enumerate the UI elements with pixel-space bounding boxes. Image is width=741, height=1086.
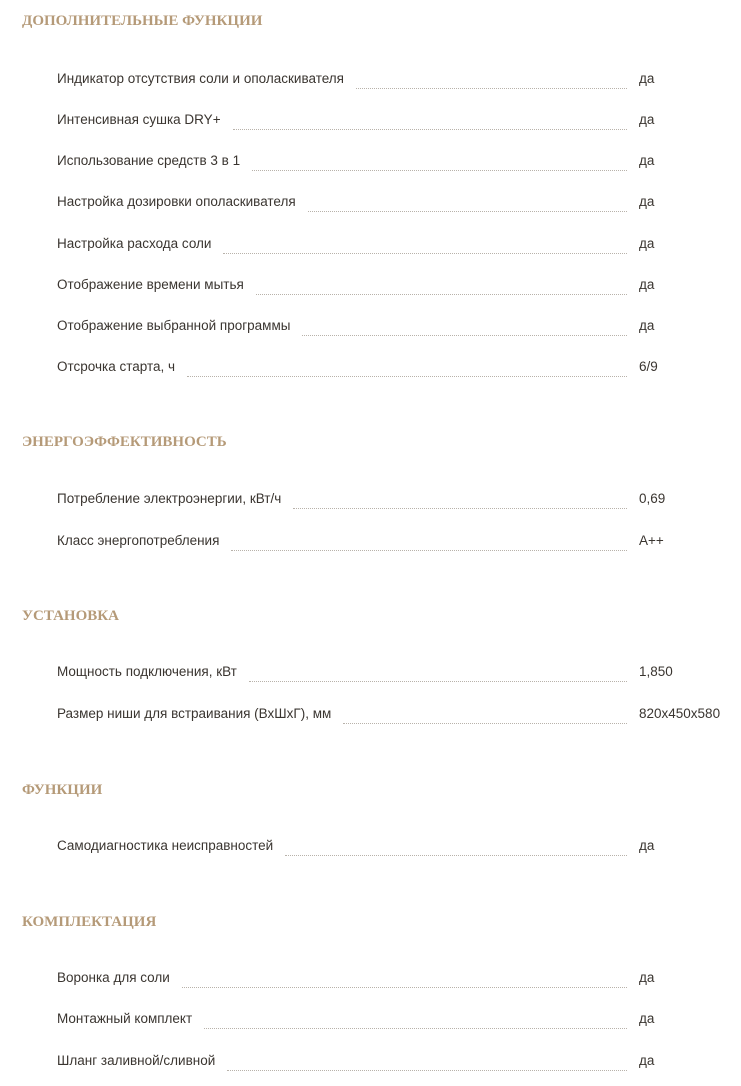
spec-row [57, 275, 741, 295]
spec-label: Индикатор отсутствия соли и ополаскивателя [57, 71, 344, 86]
section-title: КОМПЛЕКТАЦИЯ [22, 914, 157, 930]
spec-row [57, 968, 741, 988]
dotted-leader [343, 723, 627, 724]
spec-label: Настройка расхода соли [57, 236, 212, 251]
spec-value: да [639, 194, 655, 209]
spec-row [57, 151, 741, 171]
section-title: ЭНЕРГОЭФФЕКТИВНОСТЬ [22, 434, 227, 450]
spec-label: Отображение времени мытья [57, 277, 244, 292]
spec-row [57, 1009, 741, 1029]
section-title: УСТАНОВКА [22, 608, 119, 624]
dotted-leader [231, 550, 627, 551]
spec-value: 1,850 [639, 664, 673, 679]
spec-value: да [639, 112, 655, 127]
dotted-leader [256, 294, 627, 295]
dotted-leader [252, 170, 627, 171]
spec-label: Воронка для соли [57, 970, 170, 985]
spec-row [57, 662, 741, 682]
dotted-leader [204, 1028, 627, 1029]
dotted-leader [182, 987, 627, 988]
spec-label: Настройка дозировки ополаскивателя [57, 194, 296, 209]
spec-label: Класс энергопотребления [57, 533, 220, 548]
spec-label: Шланг заливной/сливной [57, 1053, 216, 1068]
spec-row [57, 531, 741, 551]
spec-row [57, 192, 741, 212]
spec-row [57, 489, 741, 509]
spec-value: 820x450x580 [639, 706, 721, 721]
dotted-leader [249, 681, 627, 682]
spec-label: Использование средств 3 в 1 [57, 153, 241, 168]
spec-value: 0,69 [639, 491, 666, 506]
spec-label: Потребление электроэнергии, кВт/ч [57, 491, 282, 506]
dotted-leader [233, 129, 627, 130]
section-title: ДОПОЛНИТЕЛЬНЫЕ ФУНКЦИИ [22, 13, 263, 29]
dotted-leader [227, 1070, 627, 1071]
spec-value: да [639, 236, 655, 251]
spec-label: Отсрочка старта, ч [57, 359, 176, 374]
dotted-leader [223, 253, 627, 254]
spec-value: да [639, 71, 655, 86]
dotted-leader [356, 88, 627, 89]
spec-value: да [639, 1053, 655, 1068]
dotted-leader [293, 508, 627, 509]
spec-label: Монтажный комплект [57, 1011, 193, 1026]
section-title: ФУНКЦИИ [22, 782, 103, 798]
spec-row [57, 316, 741, 336]
spec-label: Самодиагностика неисправностей [57, 838, 274, 853]
spec-label: Размер ниши для встраивания (ВхШхГ), мм [57, 706, 332, 721]
dotted-leader [308, 211, 627, 212]
spec-row [57, 69, 741, 89]
spec-value: да [639, 970, 655, 985]
spec-row [57, 836, 741, 856]
spec-row [57, 234, 741, 254]
spec-value: да [639, 277, 655, 292]
spec-value: A++ [639, 533, 664, 548]
spec-value: да [639, 318, 655, 333]
spec-value: да [639, 153, 655, 168]
spec-label: Мощность подключения, кВт [57, 664, 237, 679]
dotted-leader [302, 335, 627, 336]
dotted-leader [187, 376, 627, 377]
spec-label: Интенсивная сушка DRY+ [57, 112, 221, 127]
spec-row [57, 357, 741, 377]
spec-value: да [639, 838, 655, 853]
spec-row [57, 1051, 741, 1071]
spec-value: 6/9 [639, 359, 658, 374]
dotted-leader [285, 855, 627, 856]
spec-value: да [639, 1011, 655, 1026]
spec-label: Отображение выбранной программы [57, 318, 291, 333]
spec-row [57, 704, 741, 724]
spec-row [57, 110, 741, 130]
